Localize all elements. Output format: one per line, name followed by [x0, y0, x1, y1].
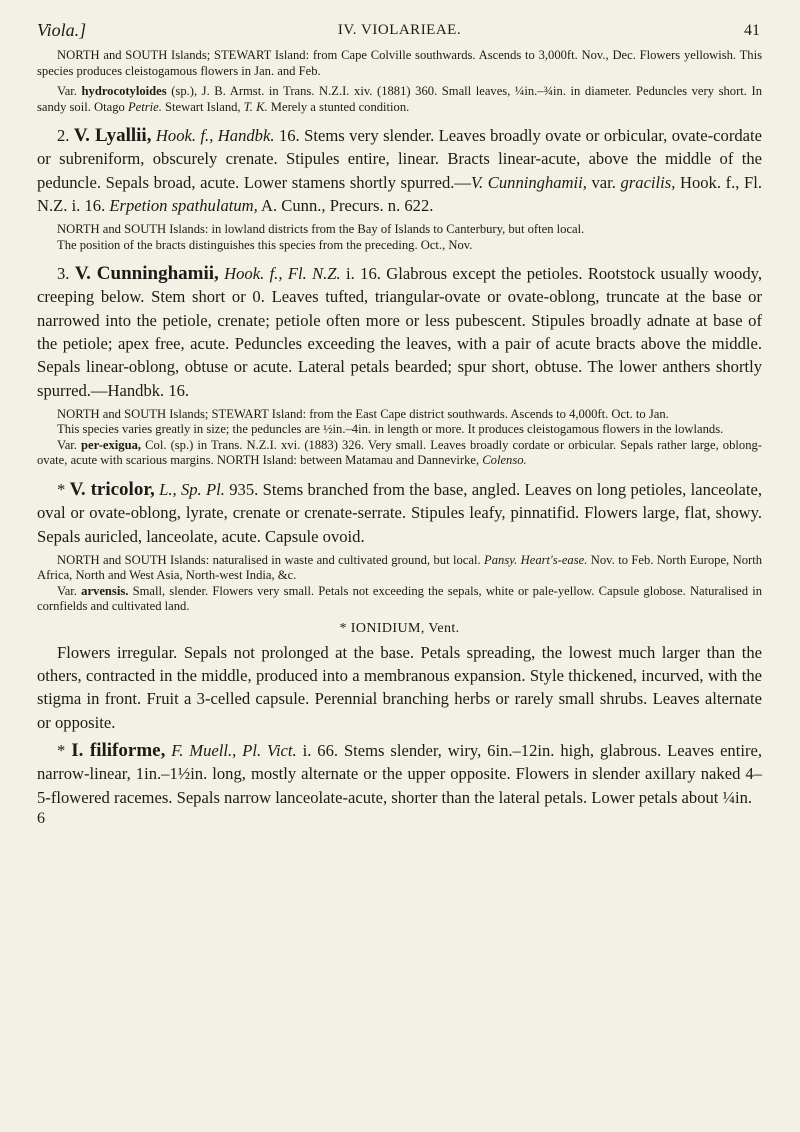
distribution-paragraph — [37, 222, 762, 238]
paragraph-text: NORTH and SOUTH Islands: naturalised in waste and cultivated ground, but local. — [57, 552, 485, 567]
collector-name: Colenso. — [482, 453, 527, 468]
genus-heading-text: * IONIDIUM, Vent. — [339, 620, 460, 636]
naturalised-mark: * — [57, 741, 72, 761]
synonym: Erpetion spathulatum, — [109, 195, 258, 215]
distribution-paragraph — [37, 553, 762, 584]
synonym: gracilis, — [620, 172, 676, 192]
species-entry-lyallii — [37, 124, 762, 217]
species-name: Cunninghamii, — [96, 263, 219, 285]
species-name: filiforme, — [89, 740, 166, 762]
species-description: 16. Stems very slender. Leaves broadly ovate or orbicular, ovate-cordate or subreniform, obscurely crenate. Stipules entire, linear. Bracts linear-acute, above the middle of the peduncle. Sepals broad, acute. Lower stamens shortly spurred.— — [37, 126, 762, 192]
text: Var. — [57, 84, 82, 98]
text: Stewart Island, — [161, 99, 244, 114]
variety-name: per-exigua, — [81, 437, 142, 452]
text: Nov. to Feb. North Europe, North Africa, North and West Asia, North-west India, &c. — [37, 552, 762, 583]
species-description: 935. Stems branched from the base, angled. Leaves on long petioles, lanceolate, oval or ovate-oblong, lyrate, crenate or crenate-serrate. Stipules leafy, pinnatifid. Flowers large, flat, showy. Sepals auricled, lanceolate, acute. Capsule ovoid. — [37, 479, 762, 546]
text: A. Cunn., Precurs. n. 622. — [257, 195, 434, 215]
species-entry-tricolor — [37, 478, 762, 548]
paragraph-text: Flowers irregular. Sepals not prolonged at the base. Petals spreading, the lowest much larger than the others, contracted in the middle, produced into a membranous expansion. Style thickened, incurved, with the stigma in front. Fruit a 3-celled capsule. Perennial branching herbs or rarely small shrubs. Leaves alternate or opposite. — [37, 642, 762, 732]
genus-abbrev: V. — [73, 125, 95, 146]
text: Hook. f., Fl. N.Z. i. 16. — [37, 172, 763, 215]
species-number: 3. — [57, 264, 75, 284]
text: var. — [586, 172, 621, 192]
distribution-paragraph — [37, 48, 762, 79]
paragraph-text: NORTH and SOUTH Islands; STEWART Island: from Cape Colville southwards. Ascends to 3,000ft. Nov., Dec. Flowers yellowish. This species produces cleistogamous flowers in Jan. and Feb. — [37, 48, 762, 78]
genus-abbrev: I. — [71, 740, 90, 762]
paragraph-text: NORTH and SOUTH Islands: in lowland districts from the Bay of Islands to Canterbury, but often local. — [57, 222, 585, 237]
paragraph-text: This species varies greatly in size; the peduncles are ½in.–4in. in length or more. It produces cleistogamous flowers in the lowlands. — [57, 422, 724, 437]
signature-mark: 6 — [37, 809, 45, 827]
distribution-paragraph — [37, 407, 762, 423]
species-authority: F. Muell., Pl. Vict. — [165, 741, 297, 761]
variety-paragraph — [37, 438, 762, 469]
genus-description — [37, 641, 762, 734]
text: Var. — [57, 437, 82, 452]
species-description: i. 66. Stems slender, wiry, 6in.–12in. high, glabrous. Leaves entire, narrow-linear, 1in.–1½in. long, mostly alternate or the upper opposite. Flowers in slender axillary naked 4–5-flowered racemes. Sepals narrow lanceolate-acute, shorter than the lateral petals. Lower petals about ¼in. — [37, 741, 762, 807]
species-authority: L., Sp. Pl. — [154, 479, 225, 499]
text: Merely a stunted condition. — [267, 99, 410, 114]
paragraph-text: The position of the bracts distinguishes this species from the preceding. Oct., Nov. — [57, 237, 473, 252]
synonym: V. Cunninghamii, — [471, 172, 587, 192]
variety-paragraph — [37, 584, 762, 615]
note-paragraph — [37, 422, 762, 438]
species-authority: Hook. f., Fl. N.Z. — [218, 264, 341, 284]
text: Var. — [57, 583, 82, 598]
text: Col. (sp.) in Trans. N.Z.I. xvi. (1883) 326. Very small. Leaves broadly cordate or orbicular. Sepals rather large, oblong-ovate, acute with scarious margins. NORTH Island: between Matamau and Dannevirke, — [37, 437, 762, 468]
note-paragraph — [37, 238, 762, 254]
page-number: 41 — [744, 22, 760, 39]
species-description: i. 16. Glabrous except the petioles. Rootstock usually woody, creeping below. Stem short or 0. Leaves tufted, triangular-ovate or ovate-oblong, truncate at the base or narrowed into the petiole, crenate; petiole often more or less pubescent. Stipules broadly adnate at base of the petiole; apex free, acute. Peduncles exceeding the leaves, with a pair of acute bracts above the middle. Sepals linear-oblong, obtuse or acute. Lateral petals bearded; spur short, obtuse. The lower anthers shortly spurred.—Handbk. 16. — [37, 264, 763, 400]
genus-abbrev: V. — [69, 478, 91, 500]
collector-name: Petrie. — [127, 99, 162, 114]
species-name: Lyallii, — [94, 125, 152, 146]
naturalised-mark: * — [57, 479, 70, 499]
header-section: IV. VIOLARIEAE. — [337, 22, 462, 38]
species-name: tricolor, — [90, 478, 155, 500]
species-authority: Hook. f., Handbk. — [151, 126, 275, 145]
collector-name: T. K. — [243, 99, 268, 114]
genus-abbrev: V. — [74, 263, 97, 285]
species-entry-filiforme — [37, 739, 762, 809]
species-entry-cunninghamii — [37, 262, 762, 402]
genus-heading — [37, 621, 762, 637]
variety-paragraph — [37, 84, 762, 115]
common-name: Pansy. Heart's-ease. — [484, 552, 588, 567]
text: Small, slender. Flowers very small. Petals not exceeding the sepals, white or pale-yellow. Capsule globose. Naturalised in cornfields and cultivated land. — [37, 583, 762, 614]
variety-name: hydrocotyloides — [81, 84, 167, 98]
running-header — [37, 20, 762, 48]
species-number: 2. — [57, 126, 74, 145]
text: (sp.), J. B. Armst. in Trans. N.Z.I. xiv. (1881) 360. Small leaves, ¼in.–¾in. in diameter. Peduncles very short. In sandy soil. Otago — [37, 84, 762, 114]
header-genus: Viola.] — [37, 20, 87, 40]
variety-name: arvensis. — [81, 583, 129, 598]
paragraph-text: NORTH and SOUTH Islands; STEWART Island: from the East Cape district southwards. Ascends to 4,000ft. Oct. to Jan. — [57, 406, 669, 421]
